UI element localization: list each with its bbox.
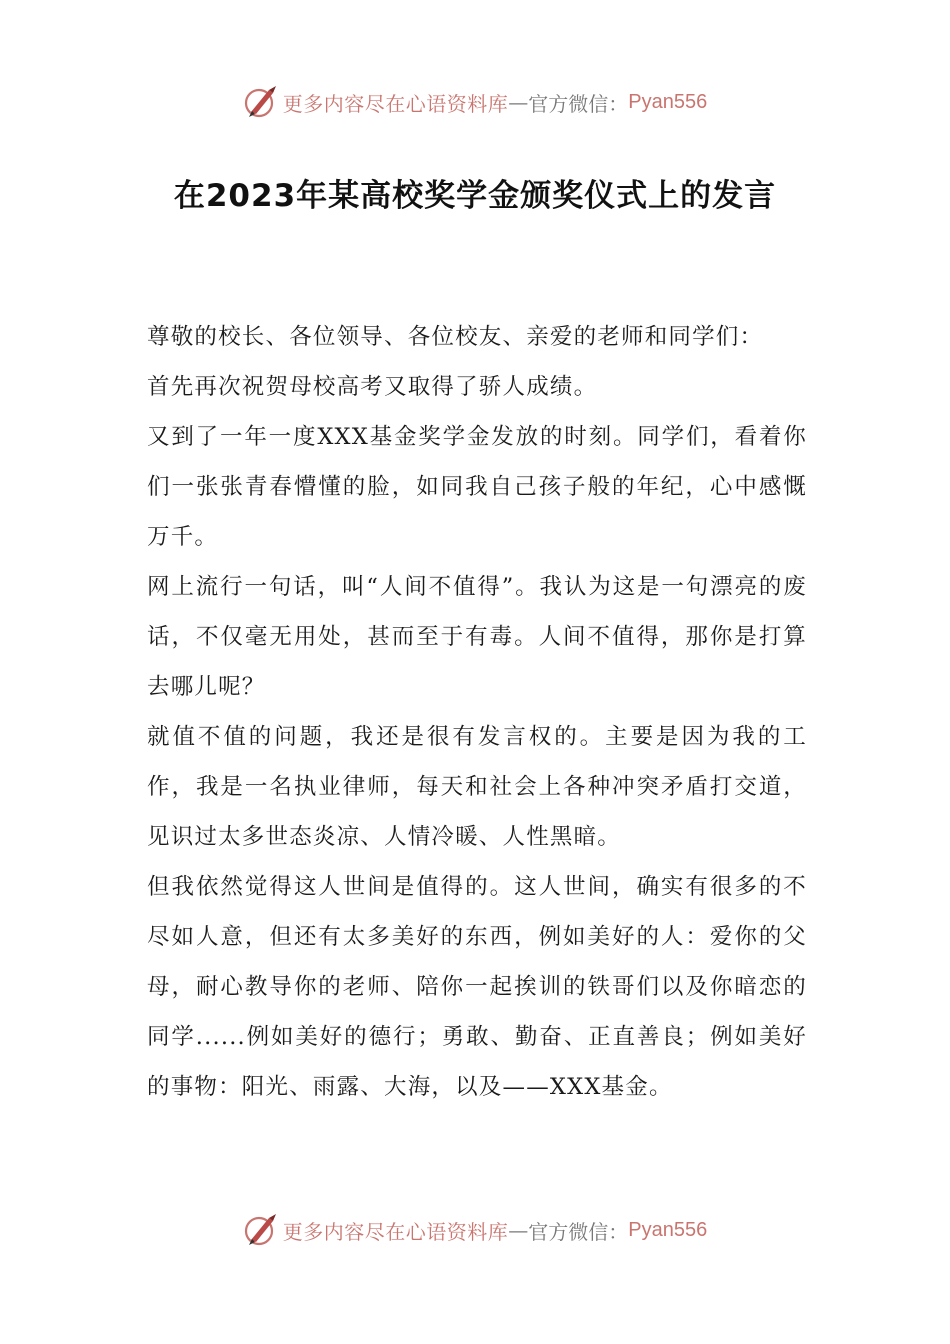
pen-quill-logo-icon (243, 1212, 279, 1248)
banner-dash: — (508, 1218, 529, 1242)
paragraph: 首先再次祝贺母校高考又取得了骄人成绩。 (147, 374, 598, 400)
document-body (147, 312, 807, 1112)
paragraph: 网上流行一句话，叫“人间不值得”。我认为这是一句漂亮的废话，不仅毫无用处，甚而至于有毒。人间不值得，那你是打算去哪儿呢？ (147, 574, 807, 700)
page-title: 在2023年某高校奖学金颁奖仪式上的发言 (173, 178, 777, 214)
banner-dash: — (508, 90, 529, 114)
paragraph: 又到了一年一度XXX基金奖学金发放的时刻。同学们，看着你们一张张青春懵懂的脸，如同我自己孩子般的年纪，心中感慨万千。 (147, 424, 807, 550)
paragraph: 尊敬的校长、各位领导、各位校友、亲爱的老师和同学们： (147, 324, 764, 350)
banner-sub: 官方微信： (528, 1219, 629, 1244)
banner-wechat-id: Pyan556 (628, 1218, 708, 1241)
banner-text: 更多内容尽在心语资料库 (282, 1219, 509, 1244)
pen-quill-logo-icon (243, 84, 279, 120)
banner-wechat-id: Pyan556 (628, 90, 708, 113)
footer-banner (0, 1210, 950, 1250)
banner-text: 更多内容尽在心语资料库 (282, 91, 509, 116)
header-banner (0, 82, 950, 122)
banner-sub: 官方微信： (528, 91, 629, 116)
paragraph: 就值不值的问题，我还是很有发言权的。主要是因为我的工作，我是一名执业律师，每天和社会上各种冲突矛盾打交道，见识过太多世态炎凉、人情冷暖、人性黑暗。 (147, 724, 807, 850)
paragraph: 但我依然觉得这人世间是值得的。这人世间，确实有很多的不尽如人意，但还有太多美好的东西，例如美好的人：爱你的父母，耐心教导你的老师、陪你一起挨训的铁哥们以及你暗恋的同学......例如美好的德行；勇敢、勤奋、正直善良；例如美好的事物：阳光、雨露、大海，以及——XXX基金。 (147, 874, 807, 1100)
